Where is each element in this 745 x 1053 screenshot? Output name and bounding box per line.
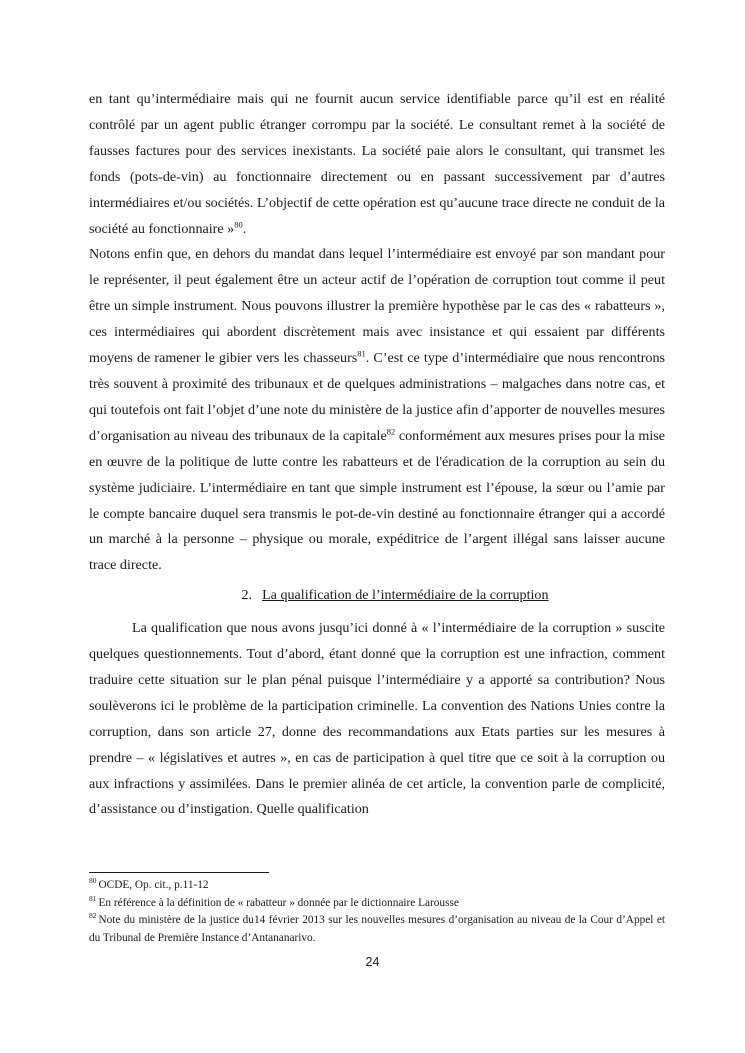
- footnote-80: [89, 877, 665, 895]
- footnote-number: 82: [89, 911, 97, 921]
- footnotes: [89, 877, 665, 947]
- footnote-number: 80: [89, 876, 97, 886]
- section-number: 2.: [241, 587, 253, 604]
- paragraph-1-text: en tant qu’intermédiaire mais qui ne fournit aucun service identifiable parce qu’il est en réalité contrôlé par un agent public étranger corrompu par la société. Le consultant remet à la société de fausses factures pour des services inexistants. La société paie alors le consultant, qui transmet les fonds (pots-de-vin) au fonctionnaire directement ou en passant successivement par d’autres intermédiaires et/ou sociétés. L’objectif de cette opération est qu’aucune trace directe ne conduit de la société au fonctionnaire »: [89, 91, 665, 237]
- paragraph-1-end: .: [242, 220, 247, 237]
- footnote-ref-82[interactable]: 82: [386, 426, 396, 437]
- section-heading: [89, 583, 665, 609]
- body-text: [89, 87, 665, 823]
- section-title: La qualification de l’intermédiaire de la corruption: [262, 587, 549, 604]
- footnote-82: [89, 912, 665, 947]
- footnote-number: 81: [89, 893, 97, 903]
- footnote-ref-81[interactable]: 81: [357, 348, 366, 359]
- paragraph-2-text-b: . C’est ce type d’intermédiaire que nous rencontrons très souvent à proximité des tribunaux et de quelques administrations – malgaches dans notre cas, et qui toutefois ont fait l’objet d’une note du ministère de la justice afin d’apporter de nouvelles mesures d’organisation au niveau des tribunaux de la capitale: [89, 350, 665, 444]
- paragraph-3: [89, 616, 665, 823]
- footnote-separator: [89, 872, 269, 873]
- paragraph-2-text-c: conformément aux mesures prises pour la mise en œuvre de la politique de lutte contre les rabatteurs et de l'éradication de la corruption au sein du système judiciaire. L’intermédiaire en tant que simple instrument est l’épouse, la sœur ou l’amie par le compte bancaire duquel sera transmis le pot-de-vin destiné au fonctionnaire étranger qui a accordé un marché à la personne – physique ou morale, expéditrice de l’argent illégal sans laisser aucune trace directe.: [89, 427, 665, 574]
- footnote-81: [89, 895, 665, 913]
- paragraph-2-text-a: Notons enfin que, en dehors du mandat dans lequel l’intermédiaire est envoyé par son mandant pour le représenter, il peut également être un acteur actif de l’opération de corruption tout comme il peut être un simple instrument. Nous pouvons illustrer la première hypothèse par le cas des « rabatteurs », ces intermédiaires qui abordent discrètement mais avec insistance et qui essaient par différents moyens de ramener le gibier vers les chasseurs: [89, 246, 665, 367]
- paragraph-3-text: La qualification que nous avons jusqu’ici donné à « l’intermédiaire de la corruption » suscite quelques questionnements. Tout d’abord, étant donné que la corruption est une infraction, comment traduire cette situation sur le plan pénal puisque l’intermédiaire y a apporté sa contribution? Nous soulèverons ici le problème de la participation criminelle. La convention des Nations Unies contre la corruption, dans son article 27, donne des recommandations aux Etats parties sur les mesures à prendre – « législatives et autres », en cas de participation à quel titre que ce soit à la corruption ou aux infractions y assimilées. Dans le premier alinéa de cet article, la convention parle de complicité, d’assistance ou d’instigation. Quelle qualification: [89, 620, 665, 818]
- footnote-text: En référence à la définition de « rabatteur » donnée par le dictionnaire Larousse: [98, 896, 459, 909]
- footnote-text: Note du ministère de la justice du14 février 2013 sur les nouvelles mesures d’organisation au niveau de la Cour d’Appel et du Tribunal de Première Instance d’Antananarivo.: [89, 914, 665, 944]
- page-number: 24: [365, 955, 380, 969]
- footnote-text: OCDE, Op. cit., p.11-12: [98, 879, 209, 891]
- paragraph-1: [89, 87, 665, 242]
- footnote-ref-80[interactable]: 80: [234, 218, 243, 229]
- paragraph-2: [89, 242, 665, 579]
